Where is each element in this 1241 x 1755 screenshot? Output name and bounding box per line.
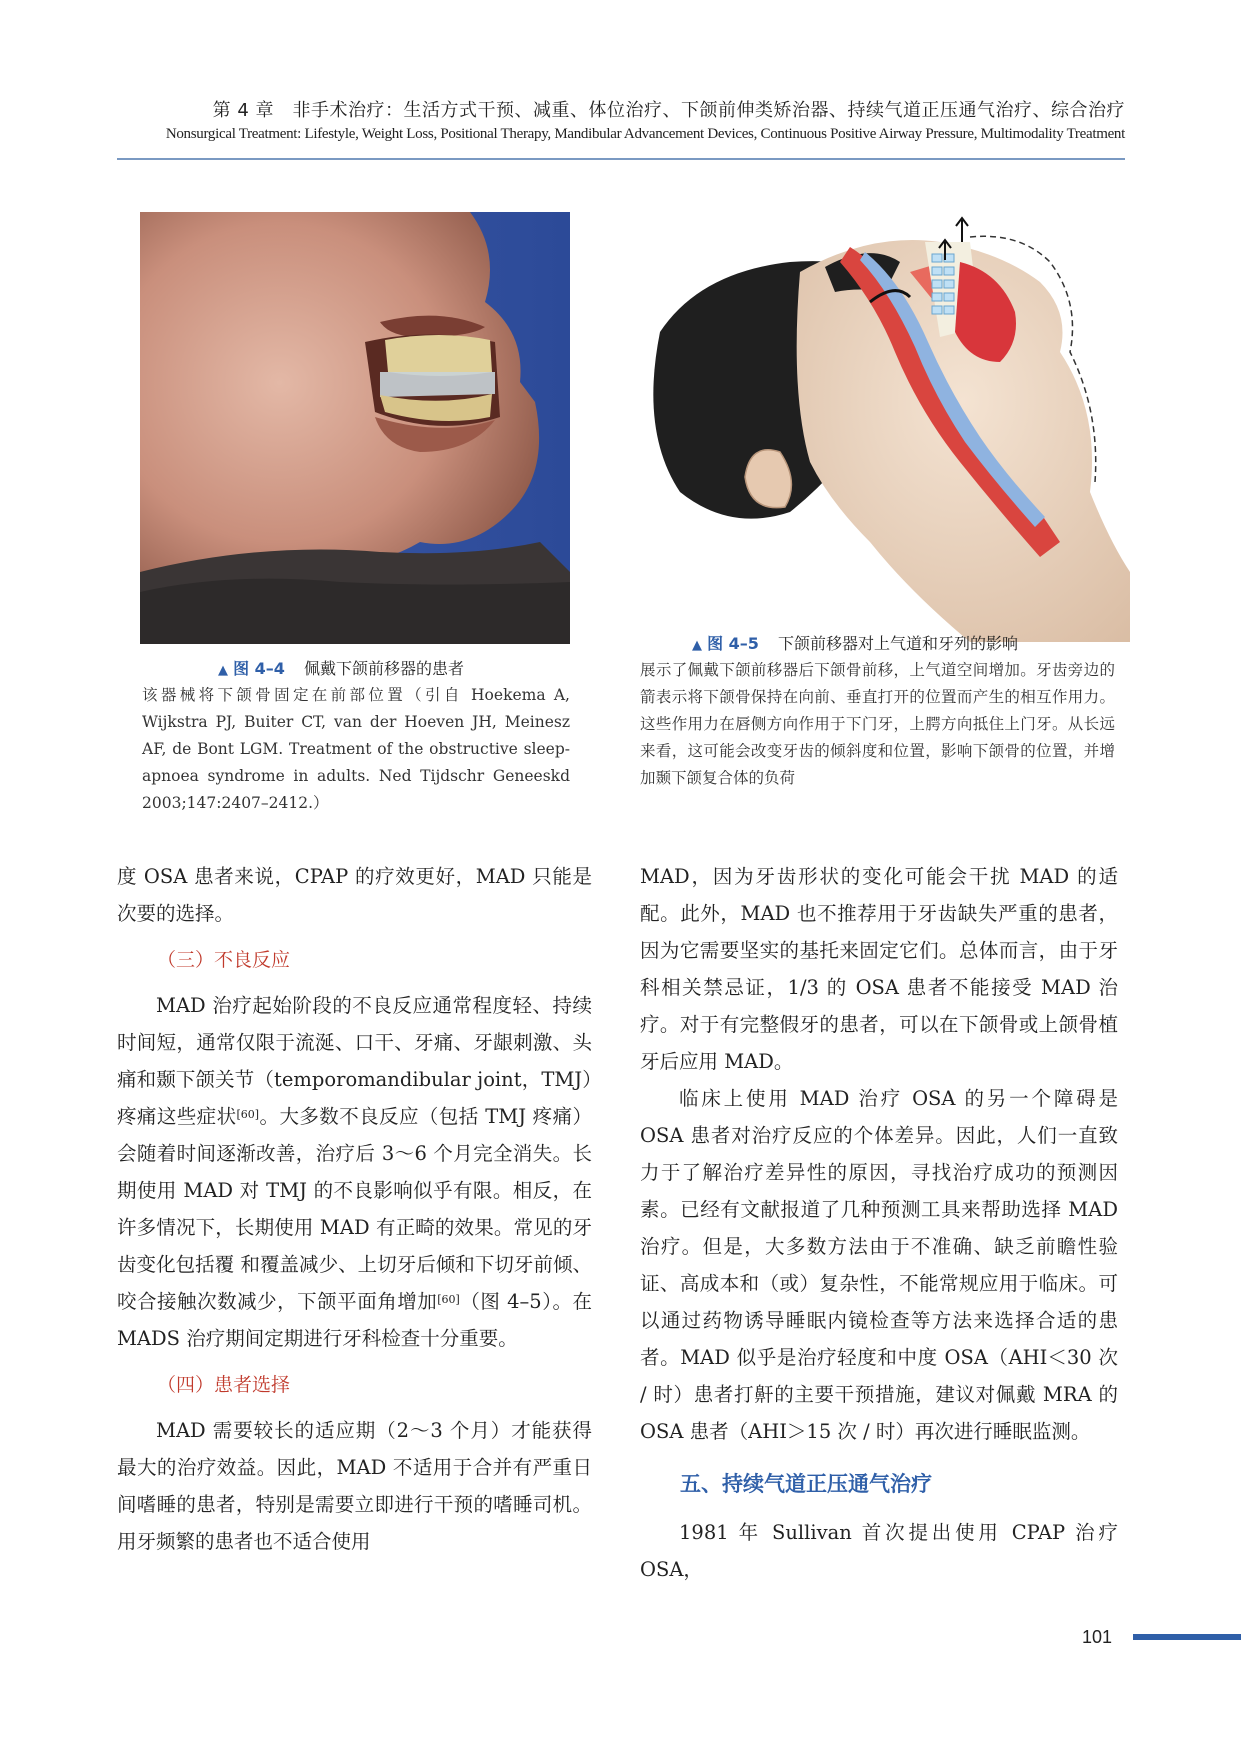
figure-4-4-photo (140, 212, 570, 644)
text-span: MAD 治疗起始阶段的不良反应通常程度轻、持续时间短，通常仅限于流涎、口干、牙痛、牙龈刺激、头痛和颞下颌关节（temporomandibular joint，TMJ）疼痛这些症状 (117, 994, 592, 1128)
page-number-bar (1133, 1634, 1241, 1640)
paragraph-obstacles: 临床上使用 MAD 治疗 OSA 的另一个障碍是 OSA 患者对治疗反应的个体差异。因此，人们一直致力于了解治疗差异性的原因，寻找治疗成功的预测因素。已经有文献报道了几种预测工具来帮助选择 MAD 治疗。但是，大多数方法由于不准确、缺乏前瞻性验证、高成本和（或）复杂性，不能常规应用于临床。可以通过药物诱导睡眠内镜检查等方法来选择合适的患者。MAD 似乎是治疗轻度和中度 OSA（AHI＜30 次 / 时）患者打鼾的主要干预措施，建议对佩戴 MRA 的 OSA 患者（AHI＞15 次 / 时）再次进行睡眠监测。 (640, 1087, 1118, 1443)
running-header-english: Nonsurgical Treatment: Lifestyle, Weight Loss, Positional Therapy, Mandibular Advancement Devices, Continuous Positive Airway Pressure, Multimodality Treatment (165, 126, 1125, 142)
figure-4-4-caption: 该器械将下颌骨固定在前部位置（引自 Hoekema A, Wijkstra PJ, Buiter CT, van der Hoeven JH, Meinesz AF, de Bont LGM. Treatment of the obstructive sleep-apnoea syndrome in adults. Ned Tijdschr Geneeskd 2003;147:2407–2412.） (142, 686, 570, 812)
right-column (640, 858, 1118, 1588)
left-column (117, 858, 592, 1560)
patient-wearing-mad-image (140, 212, 570, 644)
text-span: （图 4–5）。在 MADS 治疗期间定期进行牙科检查十分重要。 (117, 1290, 592, 1350)
paragraph-continued: MAD，因为牙齿形状的变化可能会干扰 MAD 的适配。此外，MAD 也不推荐用于牙齿缺失严重的患者，因为它需要坚实的基托来固定它们。总体而言，由于牙科相关禁忌证，1/3 的 OSA 患者不能接受 MAD 治疗。对于有完整假牙的患者，可以在下颌骨或上颌骨植牙后应用 MAD。 (640, 865, 1118, 1073)
subheading-patient-selection: （四）患者选择 (157, 1374, 291, 1396)
header-rule (117, 158, 1125, 160)
figure-4-5-title: 下颌前移器对上气道和牙列的影响 (778, 634, 1019, 653)
triangle-marker-icon: ▲ (218, 663, 228, 678)
paragraph-patient-selection: MAD 需要较长的适应期（2～3 个月）才能获得最大的治疗效益。因此，MAD 不适用于合并有严重日间嗜睡的患者，特别是需要立即进行干预的嗜睡司机。用牙频繁的患者也不适合使用 (117, 1419, 592, 1553)
text-span: 和覆盖减少、上切牙后倾和下切牙前倾、咬合接触次数减少，下颌平面角增加 (117, 1253, 592, 1313)
figure-4-4-caption-title (218, 656, 464, 679)
citation-ref: [60] (437, 1293, 460, 1306)
figure-4-4-number: 图 4–4 (233, 659, 285, 678)
page-number: 101 (1082, 1627, 1113, 1647)
figure-4-5-caption-title (692, 631, 1018, 654)
figure-4-5-caption: 展示了佩戴下颌前移器后下颌骨前移，上气道空间增加。牙齿旁边的箭表示将下颌骨保持在向前、垂直打开的位置而产生的相互作用力。这些作用力在唇侧方向作用于下门牙，上腭方向抵住上门牙。从长远来看，这可能会改变牙齿的倾斜度和位置，影响下颌骨的位置，并增加颞下颌复合体的负荷 (640, 661, 1115, 787)
paragraph-continued: 度 OSA 患者来说，CPAP 的疗效更好，MAD 只能是次要的选择。 (117, 865, 592, 925)
section-heading-cpap: 五、持续气道正压通气治疗 (680, 1471, 932, 1496)
figure-4-5-illustration (640, 212, 1130, 642)
figure-4-5-number: 图 4–5 (707, 634, 759, 653)
subheading-adverse-reactions: （三）不良反应 (157, 949, 291, 971)
triangle-marker-icon: ▲ (692, 638, 702, 653)
paragraph-cpap-intro: 1981 年 Sullivan 首次提出使用 CPAP 治疗 OSA， (640, 1521, 1118, 1581)
figure-4-4-title: 佩戴下颌前移器的患者 (304, 659, 465, 678)
airway-diagram-image (640, 212, 1130, 642)
running-header-chinese: 第 4 章 非手术治疗：生活方式干预、减重、体位治疗、下颌前伸类矫治器、持续气道正压通气治疗、综合治疗 (212, 100, 1125, 121)
paragraph-adverse-reactions (117, 987, 592, 1357)
text-span: 。大多数不良反应（包括 TMJ 疼痛）会随着时间逐渐改善，治疗后 3～6 个月完全消失。长期使用 MAD 对 TMJ 的不良影响似乎有限。相反，在许多情况下，长期使用 MAD 有正畸的效果。常见的牙齿变化包括覆 (117, 1105, 592, 1276)
citation-ref: [60] (236, 1108, 260, 1121)
